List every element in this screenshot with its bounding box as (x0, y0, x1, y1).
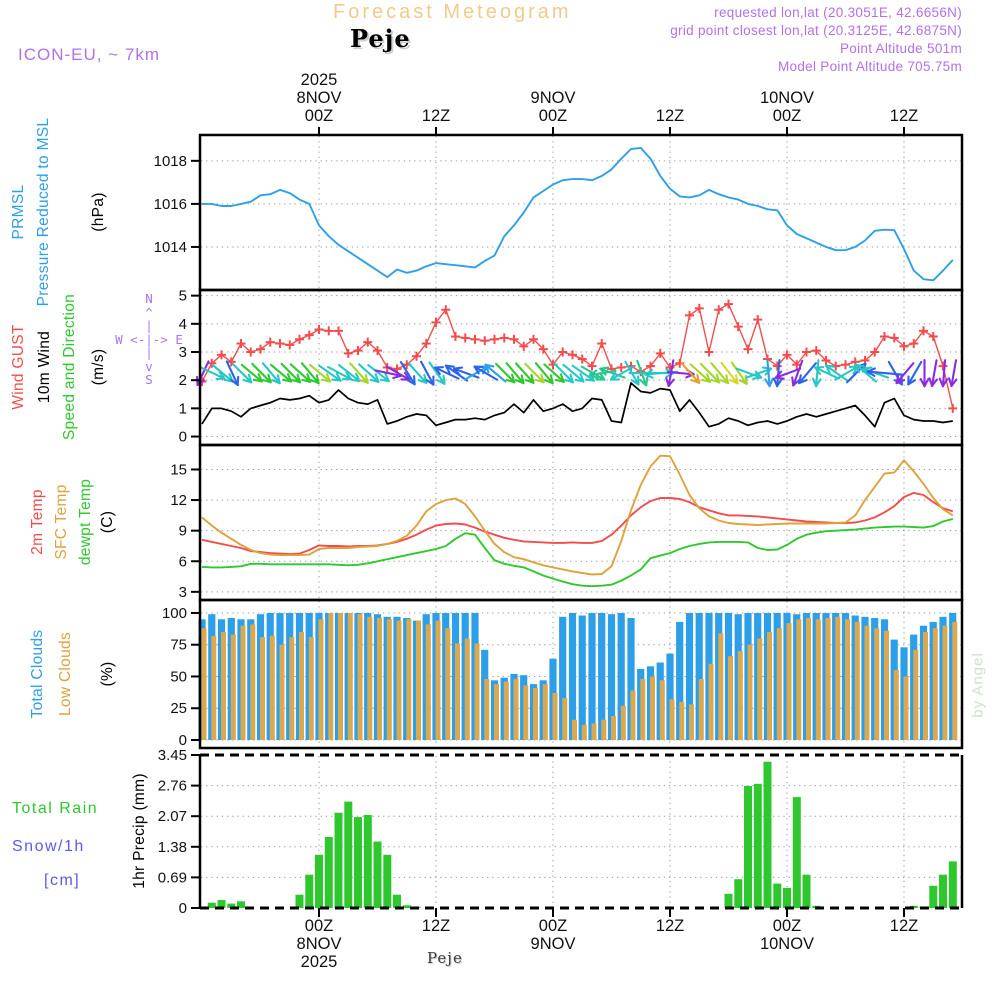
label-snow-1h: Snow/1h (12, 838, 85, 855)
svg-text:12: 12 (170, 492, 187, 510)
compass-down: v (145, 358, 153, 374)
point-altitude: Point Altitude 501m (839, 41, 962, 56)
svg-text:3: 3 (178, 583, 187, 601)
label-pct-unit: (%) (99, 661, 116, 687)
label-prmsl: PRMSL (10, 184, 27, 240)
svg-text:12Z: 12Z (889, 107, 919, 125)
label-total-rain: Total Rain (12, 800, 99, 817)
svg-text:00Z: 00Z (538, 917, 568, 935)
svg-text:1018: 1018 (153, 152, 187, 170)
wind-panel (201, 291, 961, 444)
svg-text:1016: 1016 (153, 195, 187, 213)
page-title: Forecast Meteogram (333, 1, 572, 23)
svg-text:2025: 2025 (300, 71, 338, 89)
label-low-clouds: Low Clouds (57, 632, 74, 716)
grid-point-coords: grid point closest lon,lat (20.3125E, 42.6875N) (670, 23, 962, 38)
label-total-clouds: Total Clouds (29, 629, 46, 719)
svg-text:0.69: 0.69 (157, 869, 187, 887)
label-sfc-temp: SFC Temp (53, 484, 70, 560)
station-title: Peje (350, 24, 411, 53)
label-pressure-msl: Pressure Reduced to MSL (35, 117, 52, 307)
svg-text:8NOV: 8NOV (296, 89, 342, 107)
label-speed-dir: Speed and Direction (61, 293, 78, 441)
label-wind-gust: Wind GUST (10, 324, 27, 410)
svg-text:2: 2 (178, 372, 187, 390)
pressure-panel-frame (154, 135, 962, 290)
gust-series (198, 300, 958, 413)
model-altitude: Model Point Altitude 705.75m (777, 59, 962, 74)
label-10m-wind: 10m Wind (36, 330, 53, 404)
svg-text:9: 9 (178, 522, 187, 540)
svg-text:3.45: 3.45 (157, 747, 187, 764)
svg-text:9NOV: 9NOV (530, 89, 576, 107)
compass-n: N (145, 291, 153, 306)
watermark: by Angel (969, 652, 987, 718)
svg-text:00Z: 00Z (304, 107, 334, 125)
precip-panel-frame (158, 747, 962, 917)
svg-text:1014: 1014 (153, 238, 187, 256)
svg-text:15: 15 (170, 461, 187, 479)
svg-text:10NOV: 10NOV (759, 89, 815, 107)
compass-bar1: | (145, 318, 153, 333)
label-cm: [cm] (44, 872, 81, 889)
label-2m-temp: 2m Temp (29, 489, 46, 555)
svg-text:12Z: 12Z (421, 917, 451, 935)
svg-text:0: 0 (178, 900, 187, 917)
svg-text:2.07: 2.07 (157, 808, 187, 826)
label-dewpt-temp: dewpt Temp (77, 478, 94, 566)
pressure-panel (201, 136, 961, 289)
svg-text:1.38: 1.38 (157, 838, 187, 856)
svg-text:5: 5 (178, 287, 187, 305)
svg-text:3: 3 (178, 344, 187, 361)
footer-station: Peje (427, 949, 463, 967)
svg-text:0: 0 (178, 428, 187, 446)
svg-text:8NOV: 8NOV (296, 935, 342, 953)
svg-text:00Z: 00Z (538, 107, 568, 125)
svg-text:75: 75 (170, 636, 187, 654)
svg-text:4: 4 (178, 315, 187, 333)
x-axis-bottom (297, 908, 919, 971)
label-precip-unit: 1hr Precip (mm) (131, 773, 148, 889)
wind10-line (202, 383, 953, 427)
svg-text:00Z: 00Z (772, 107, 802, 125)
svg-text:50: 50 (170, 668, 187, 686)
compass-bar2: | (145, 345, 153, 360)
svg-text:9NOV: 9NOV (530, 935, 576, 953)
svg-text:0: 0 (178, 731, 187, 749)
svg-text:12Z: 12Z (655, 107, 685, 125)
svg-text:12Z: 12Z (655, 917, 685, 935)
svg-text:2.76: 2.76 (157, 777, 187, 795)
label-hpa-unit: (hPa) (90, 192, 107, 232)
svg-text:10NOV: 10NOV (759, 935, 815, 953)
label-c-unit: (C) (99, 510, 116, 534)
label-ms-unit: (m/s) (90, 348, 107, 386)
wind-panel-frame (179, 288, 962, 446)
svg-text:2025: 2025 (300, 953, 338, 971)
svg-text:25: 25 (170, 700, 187, 718)
svg-text:00Z: 00Z (772, 917, 802, 935)
svg-text:6: 6 (178, 553, 187, 571)
wind-compass (114, 292, 184, 387)
svg-text:12Z: 12Z (889, 917, 919, 935)
compass-we: W <-|-> E (115, 331, 183, 347)
svg-text:1: 1 (178, 400, 187, 418)
pressure-line (202, 148, 953, 280)
requested-coords: requested lon,lat (20.3051E, 42.6656N) (714, 5, 962, 20)
svg-text:100: 100 (161, 604, 187, 622)
model-label: ICON-EU, ~ 7km (18, 45, 160, 64)
svg-text:12Z: 12Z (421, 107, 451, 125)
compass-s: S (145, 372, 153, 387)
compass-up: ^ (145, 304, 153, 320)
x-axis-top (297, 71, 919, 135)
precip-bars (208, 762, 957, 908)
temp-sfc-line (202, 456, 953, 575)
svg-text:00Z: 00Z (304, 917, 334, 935)
